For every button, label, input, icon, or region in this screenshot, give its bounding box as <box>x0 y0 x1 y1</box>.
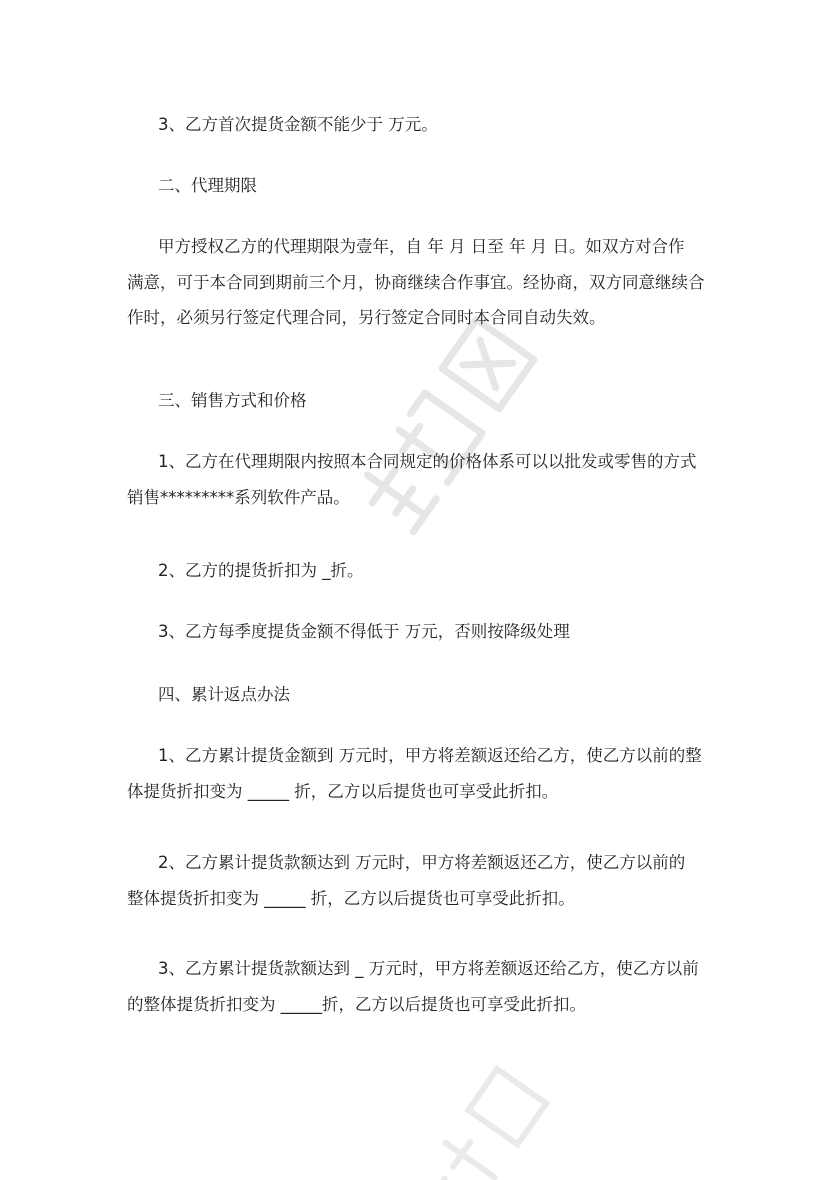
paragraph-agency-period <box>127 229 717 336</box>
watermark-logo <box>330 300 590 560</box>
paragraph-line: 1、乙方在代理期限内按照本合同规定的价格体系可以以批发或零售的方式 <box>158 452 697 471</box>
clause-sales-method <box>127 444 717 515</box>
paragraph-line: 满意，可于本合同到期前三个月，协商继续合作事宜。经协商，双方同意继续合 <box>127 272 705 292</box>
clause-rebate-1 <box>127 738 717 809</box>
paragraph-line: 整体提货折扣变为 _____ 折，乙方以后提货也可享受此折扣。 <box>127 888 575 908</box>
section-heading-agency-period: 二、代理期限 <box>158 176 257 195</box>
paragraph-line: 甲方授权乙方的代理期限为壹年，自 年 月 日至 年 月 日。如双方对合作 <box>158 237 685 256</box>
paragraph-line: 2、乙方累计提货款额达到 万元时，甲方将差额返还乙方，使乙方以前的 <box>158 853 686 872</box>
clause-order-discount: 2、乙方的提货折扣为 _折。 <box>158 561 364 580</box>
watermark-logo-bottom <box>360 1060 580 1180</box>
paragraph-line: 体提货折扣变为 _____ 折，乙方以后提货也可享受此折扣。 <box>127 781 559 801</box>
paragraph-line: 销售*********系列软件产品。 <box>127 487 350 507</box>
clause-initial-order-amount: 3、乙方首次提货金额不能少于 万元。 <box>158 115 438 134</box>
clause-rebate-3 <box>127 951 717 1022</box>
paragraph-line: 的整体提货折扣变为 _____折，乙方以后提货也可享受此折扣。 <box>127 994 586 1014</box>
paragraph-line: 作时，必须另行签定代理合同，另行签定合同时本合同自动失效。 <box>127 308 606 327</box>
section-heading-sales-method: 三、销售方式和价格 <box>158 391 307 410</box>
clause-quarterly-minimum: 3、乙方每季度提货金额不得低于 万元，否则按降级处理 <box>158 622 570 641</box>
clause-rebate-2 <box>127 845 717 916</box>
section-heading-rebate: 四、累计返点办法 <box>158 685 290 704</box>
paragraph-line: 3、乙方累计提货款额达到 _ 万元时，甲方将差额返还给乙方，使乙方以前 <box>158 959 699 978</box>
paragraph-line: 1、乙方累计提货金额到 万元时，甲方将差额返还给乙方，使乙方以前的整 <box>158 746 702 765</box>
